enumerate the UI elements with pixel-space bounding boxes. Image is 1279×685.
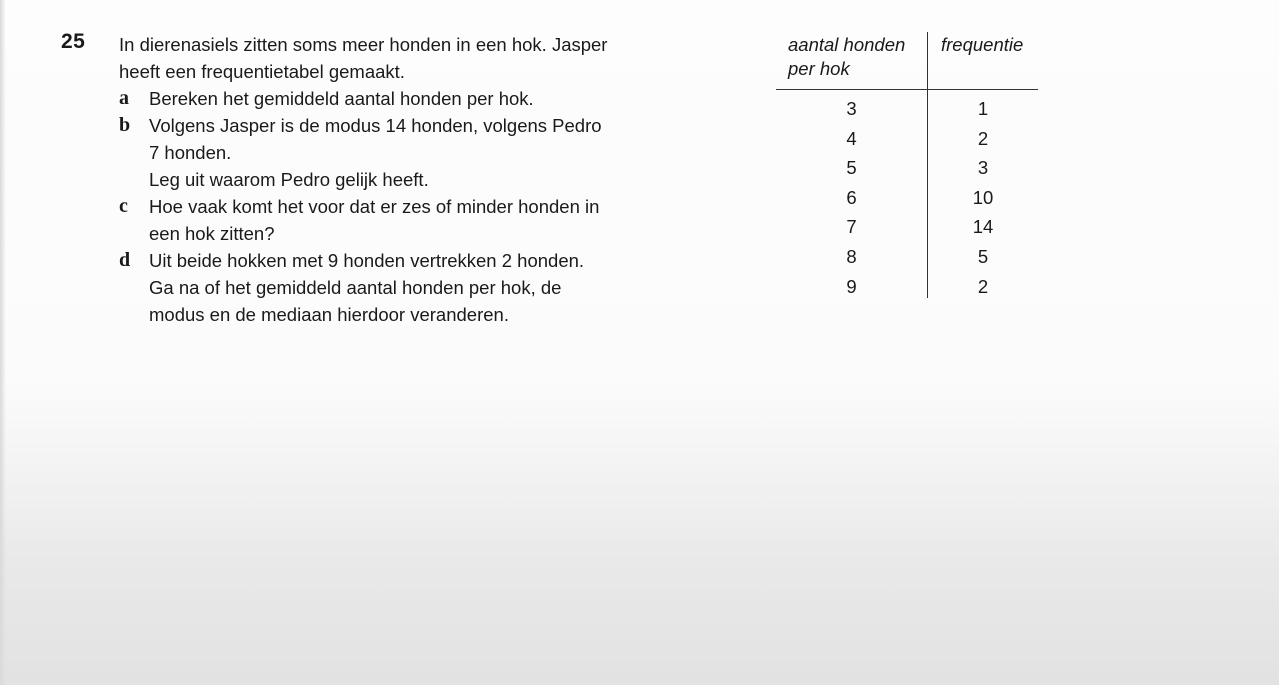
cell-frequentie: 10: [972, 186, 994, 208]
sub-question-c: [119, 193, 679, 247]
table-header-line: per hok: [788, 58, 850, 79]
sub-question-b: [119, 112, 679, 193]
table-body: [776, 96, 1038, 303]
table-row: [776, 244, 1038, 274]
question-intro: [119, 31, 679, 85]
table-row: [776, 185, 1038, 215]
table-header-honden: [788, 33, 905, 81]
sub-question-letter: b: [119, 114, 131, 136]
question-number: 25: [61, 30, 86, 53]
sub-question-letter: c: [119, 195, 128, 217]
cell-frequentie: 5: [977, 245, 989, 267]
sub-question-line: Ga na of het gemiddeld aantal honden per hok, de: [149, 277, 562, 298]
sub-question-line: een hok zitten?: [149, 223, 275, 244]
sub-question-line: Volgens Jasper is de modus 14 honden, volgens Pedro: [149, 115, 602, 136]
table-row: [776, 126, 1038, 156]
cell-honden: 7: [846, 216, 857, 238]
cell-honden: 3: [846, 98, 857, 119]
cell-frequentie: 2: [977, 275, 989, 297]
cell-honden: 6: [846, 186, 857, 208]
sub-question-line: Bereken het gemiddeld aantal honden per hok.: [149, 88, 534, 109]
cell-honden: 9: [846, 275, 857, 297]
cell-frequentie: 1: [977, 98, 989, 119]
sub-question-line: modus en de mediaan hierdoor veranderen.: [149, 304, 509, 325]
table-row: [776, 274, 1038, 304]
frequency-table: [776, 32, 1038, 298]
table-header-divider: [776, 89, 1038, 90]
sub-question-letter: a: [119, 87, 129, 109]
cell-frequentie: 14: [972, 216, 994, 238]
cell-honden: 5: [846, 157, 857, 179]
table-header-frequentie: frequentie: [941, 34, 1024, 55]
page-left-edge: [0, 0, 6, 685]
intro-line: In dierenasiels zitten soms meer honden in een hok. Jasper: [119, 34, 608, 55]
table-row: [776, 155, 1038, 185]
intro-line: heeft een frequentietabel gemaakt.: [119, 61, 405, 82]
sub-question-line: Leg uit waarom Pedro gelijk heeft.: [149, 169, 429, 190]
cell-frequentie: 3: [977, 157, 989, 179]
sub-question-line: Hoe vaak komt het voor dat er zes of minder honden in: [149, 196, 600, 217]
table-header-line: aantal honden: [788, 34, 906, 55]
sub-question-line: Uit beide hokken met 9 honden vertrekken 2 honden.: [149, 250, 585, 271]
sub-question-line: 7 honden.: [149, 142, 232, 163]
table-row: [776, 214, 1038, 244]
table-row: [776, 96, 1038, 126]
cell-honden: 8: [846, 245, 857, 267]
cell-frequentie: 2: [977, 127, 989, 149]
sub-question-d: [119, 247, 679, 328]
cell-honden: 4: [846, 127, 857, 149]
sub-question-letter: d: [119, 249, 131, 271]
sub-question-a: [119, 85, 679, 112]
